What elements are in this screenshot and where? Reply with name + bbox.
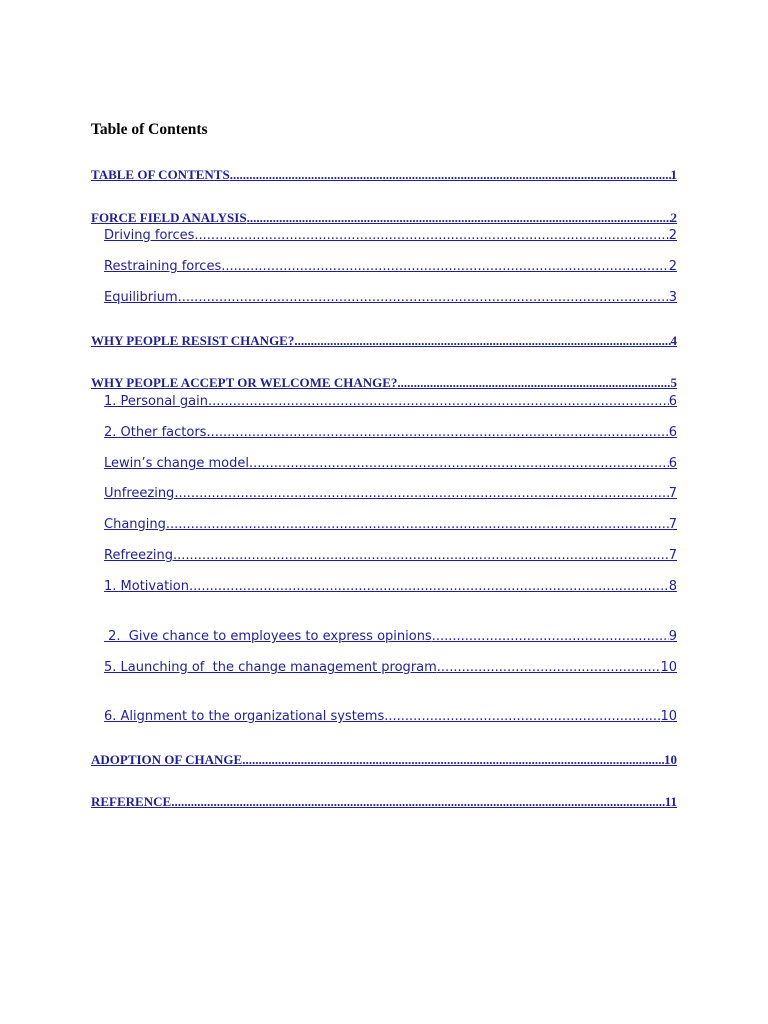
toc-page-number: 2 — [668, 228, 677, 243]
toc-dot-leader — [397, 374, 670, 392]
toc-page-number: 2 — [668, 259, 677, 274]
toc-entry-give-chance-to-employees[interactable] — [104, 628, 677, 646]
toc-entry-label: 2. Other factors — [104, 425, 207, 440]
toc-entry-driving-forces[interactable] — [104, 227, 677, 245]
toc-entry-label: 1. Motivation — [104, 579, 189, 594]
toc-dot-leader — [189, 578, 669, 596]
toc-page-number: 6 — [668, 394, 677, 409]
toc-entry-label: WHY PEOPLE ACCEPT OR WELCOME CHANGE? — [91, 375, 398, 390]
toc-page-number: 10 — [660, 660, 677, 675]
toc-entry-adoption-of-change[interactable] — [91, 751, 677, 769]
toc-entry-other-factors[interactable] — [104, 424, 677, 442]
toc-entry-label: Equilibrium — [104, 290, 178, 305]
toc-entry-label: REFERENCE — [91, 794, 172, 809]
toc-dot-leader — [437, 659, 661, 677]
toc-entry-label: Restraining forces — [104, 259, 222, 274]
toc-page-number: 10 — [660, 709, 677, 724]
toc-heading: Table of Contents — [91, 121, 208, 138]
toc-page-number: 11 — [664, 794, 677, 809]
toc-page-number: 9 — [668, 629, 677, 644]
toc-entry-refreezing[interactable] — [104, 547, 677, 565]
toc-dot-leader — [242, 751, 664, 769]
toc-page-number: 7 — [668, 486, 677, 501]
toc-page-number: 5 — [670, 375, 677, 390]
toc-page-number: 7 — [668, 517, 677, 532]
toc-entry-unfreezing[interactable] — [104, 485, 677, 503]
toc-entry-label: Driving forces — [104, 228, 195, 243]
toc-entry-changing[interactable] — [104, 516, 677, 534]
toc-page-number: 6 — [668, 425, 677, 440]
toc-entry-label: 1. Personal gain — [104, 394, 208, 409]
toc-entry-alignment-organizational-systems[interactable] — [104, 708, 677, 726]
toc-entry-label: Lewin’s change model — [104, 456, 249, 471]
toc-dot-leader — [166, 516, 669, 534]
toc-dot-leader — [178, 289, 669, 307]
toc-entry-motivation[interactable] — [104, 578, 677, 596]
toc-entry-label: Changing — [104, 517, 166, 532]
toc-dot-leader — [384, 708, 660, 726]
toc-entry-label: FORCE FIELD ANALYSIS — [91, 210, 247, 225]
toc-entry-why-people-resist-change[interactable] — [91, 332, 677, 350]
toc-dot-leader — [173, 547, 669, 565]
toc-entry-lewins-change-model[interactable] — [104, 455, 677, 473]
toc-dot-leader — [247, 209, 671, 227]
toc-dot-leader — [174, 485, 668, 503]
toc-dot-leader — [171, 793, 665, 811]
toc-dot-leader — [194, 227, 668, 245]
toc-dot-leader — [221, 258, 668, 276]
toc-entry-label: Unfreezing — [104, 486, 175, 501]
toc-entry-label: ADOPTION OF CHANGE — [91, 752, 243, 767]
toc-entry-launching-change-program[interactable] — [104, 659, 677, 677]
toc-dot-leader — [206, 424, 668, 442]
toc-entry-label: 2. Give chance to employees to express opinions — [104, 629, 432, 644]
toc-entry-why-people-accept-change[interactable] — [91, 374, 677, 392]
toc-dot-leader — [230, 166, 671, 184]
toc-dot-leader — [294, 332, 670, 350]
toc-page-number: 8 — [668, 579, 677, 594]
toc-entry-label: TABLE OF CONTENTS — [91, 167, 230, 182]
toc-page-number: 7 — [668, 548, 677, 563]
toc-page-number: 4 — [670, 333, 677, 348]
toc-page-number: 1 — [670, 167, 677, 182]
toc-page-number: 2 — [670, 210, 677, 225]
toc-dot-leader — [432, 628, 669, 646]
toc-entry-equilibrium[interactable] — [104, 289, 677, 307]
toc-page-number: 10 — [664, 752, 677, 767]
toc-entry-label: 5. Launching of the change management program — [104, 660, 437, 675]
toc-entry-force-field-analysis[interactable] — [91, 209, 677, 227]
toc-entry-reference[interactable] — [91, 793, 677, 811]
toc-entry-label: Refreezing — [104, 548, 174, 563]
toc-dot-leader — [208, 393, 669, 411]
toc-entry-table-of-contents[interactable] — [91, 166, 677, 184]
toc-entry-label: WHY PEOPLE RESIST CHANGE? — [91, 333, 295, 348]
toc-page-number: 6 — [668, 456, 677, 471]
toc-entry-personal-gain[interactable] — [104, 393, 677, 411]
toc-entry-restraining-forces[interactable] — [104, 258, 677, 276]
toc-entry-label: 6. Alignment to the organizational systems — [104, 709, 385, 724]
toc-dot-leader — [249, 455, 669, 473]
toc-page-number: 3 — [668, 290, 677, 305]
